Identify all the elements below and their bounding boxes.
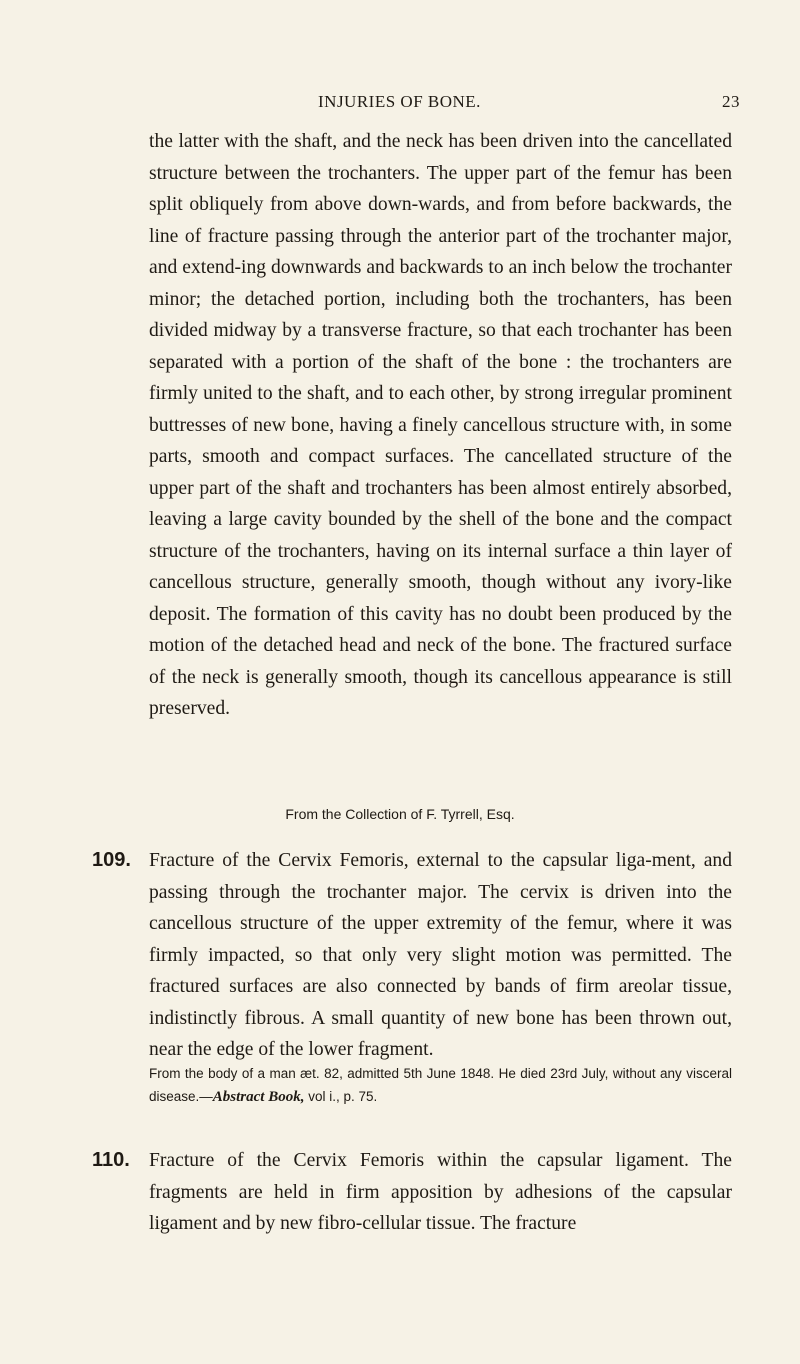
entry-109-note-suffix: vol i., p. 75. xyxy=(304,1089,378,1104)
page-number: 23 xyxy=(722,92,740,111)
entry-109-note-prefix: From the body of a man æt. 82, admitted 5th June 1848. He died 23rd July, without any visceral disease.— xyxy=(149,1066,732,1104)
entry-number-109: 109. xyxy=(92,849,131,871)
entry-number-110: 110. xyxy=(92,1149,130,1171)
entry-109-note-ref: Abstract Book, xyxy=(212,1089,305,1105)
entry-110-text: Fracture of the Cervix Femoris within the capsular ligament. The fragments are held in firm apposition by adhesions of the capsular ligament and by new fibro-cellular tissue. The fracture xyxy=(149,1150,732,1234)
collection-source: From the Collection of F. Tyrrell, Esq. xyxy=(285,806,515,822)
running-title: INJURIES OF BONE. xyxy=(318,92,481,111)
entry-109-note xyxy=(149,1062,732,1109)
continuation-paragraph: the latter with the shaft, and the neck has been driven into the cancellated structure between the trochanters. The upper part of the femur has been split obliquely from above down-wards, and from before backwards, the line of fracture passing through the anterior part of the trochanter major, and extend-ing downwards and backwards to an inch below the trochanter minor; the detached portion, including both the trochanters, has been divided midway by a transverse fracture, so that each trochanter has been separated with a portion of the shaft of the bone : the trochanters are firmly united to the shaft, and to each other, by strong irregular prominent buttresses of new bone, having a finely cancellous structure with, in some parts, smooth and compact surfaces. The cancellated structure of the upper part of the shaft and trochanters has been almost entirely absorbed, leaving a large cavity bounded by the shell of the bone and the compact structure of the trochanters, having on its internal surface a thin layer of cancellous structure, generally smooth, though without any ivory-like deposit. The formation of this cavity has no doubt been produced by the motion of the detached head and neck of the bone. The fractured surface of the neck is generally smooth, though its cancellous appearance is still preserved. xyxy=(149,131,732,719)
entry-109-text: Fracture of the Cervix Femoris, external to the capsular liga-ment, and passing through the trochanter major. The cervix is driven into the cancellous structure of the upper extremity of the femur, where it was firmly impacted, so that only very slight motion was permitted. The fractured surfaces are also connected by bands of firm areolar tissue, indistinctly fibrous. A small quantity of new bone has been thrown out, near the edge of the lower fragment. xyxy=(149,850,732,1060)
